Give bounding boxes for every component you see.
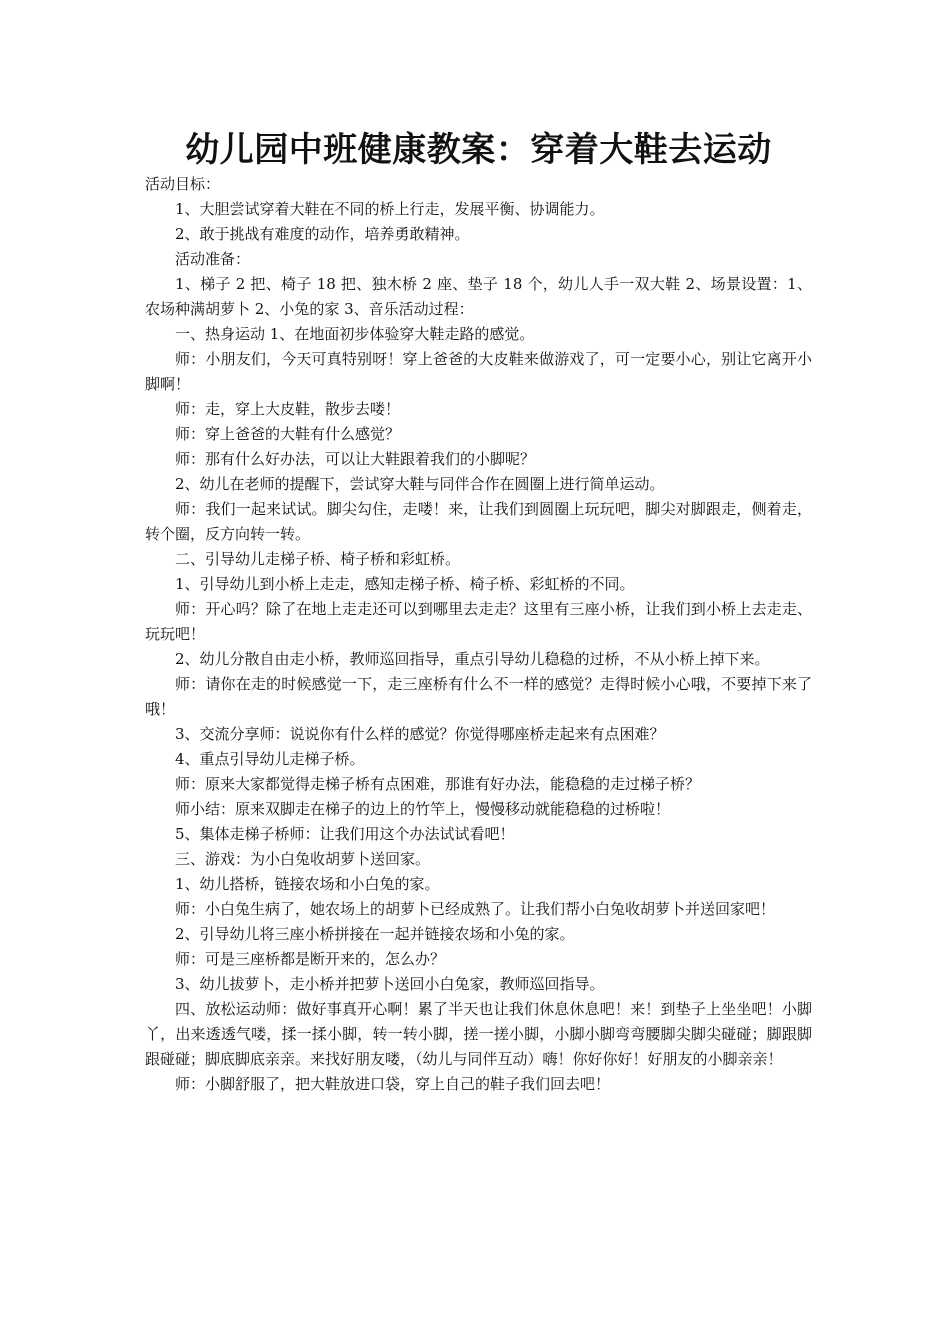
paragraph: 1、大胆尝试穿着大鞋在不同的桥上行走，发展平衡、协调能力。 [175, 200, 605, 218]
paragraph: 一、热身运动 1、在地面初步体验穿大鞋走路的感觉。 [175, 325, 535, 343]
paragraph: 2、幼儿分散自由走小桥，教师巡回指导，重点引导幼儿稳稳的过桥，不从小桥上掉下来。 [175, 650, 770, 668]
paragraph: 3、幼儿拔萝卜，走小桥并把萝卜送回小白兔家，教师巡回指导。 [175, 975, 605, 993]
paragraph: 二、引导幼儿走梯子桥、椅子桥和彩虹桥。 [175, 550, 461, 568]
section-heading-preparation: 活动准备： [175, 250, 251, 268]
paragraph: 师：开心吗？除了在地上走走还可以到哪里去走走？这里有三座小桥，让我们到小桥上去走走、玩玩吧！ [145, 600, 812, 643]
paragraph: 师：穿上爸爸的大鞋有什么感觉？ [175, 425, 401, 443]
paragraph: 师：小脚舒服了，把大鞋放进口袋，穿上自己的鞋子我们回去吧！ [175, 1075, 611, 1093]
paragraph: 2、敢于挑战有难度的动作，培养勇敢精神。 [175, 225, 470, 243]
paragraph: 1、幼儿搭桥，链接农场和小白兔的家。 [175, 875, 440, 893]
paragraph: 师：我们一起来试试。脚尖勾住，走喽！来，让我们到圆圈上玩玩吧，脚尖对脚跟走，侧着走，转个圈，反方向转一转。 [145, 500, 812, 543]
paragraph: 4、重点引导幼儿走梯子桥。 [175, 750, 365, 768]
paragraph: 师：走，穿上大皮鞋，散步去喽！ [175, 400, 401, 418]
paragraph: 师：可是三座桥都是断开来的，怎么办？ [175, 950, 446, 968]
paragraph: 2、引导幼儿将三座小桥拼接在一起并链接农场和小兔的家。 [175, 925, 575, 943]
paragraph: 师：那有什么好办法，可以让大鞋跟着我们的小脚呢？ [175, 450, 536, 468]
paragraph: 师：小朋友们，今天可真特别呀！穿上爸爸的大皮鞋来做游戏了，可一定要小心，别让它离开小脚啊！ [145, 350, 812, 393]
paragraph: 5、集体走梯子桥师：让我们用这个办法试试看吧！ [175, 825, 515, 843]
paragraph: 师：原来大家都觉得走梯子桥有点困难，那谁有好办法，能稳稳的走过梯子桥？ [175, 775, 701, 793]
paragraph: 师：小白兔生病了，她农场上的胡萝卜已经成熟了。让我们帮小白兔收胡萝卜并送回家吧！ [175, 900, 776, 918]
paragraph: 1、梯子 2 把、椅子 18 把、独木桥 2 座、垫子 18 个，幼儿人手一双大鞋 2、场景设置：1、农场种满胡萝卜 2、小兔的家 3、音乐活动过程： [145, 275, 812, 318]
paragraph: 1、引导幼儿到小桥上走走，感知走梯子桥、椅子桥、彩虹桥的不同。 [175, 575, 635, 593]
paragraph: 3、交流分享师：说说你有什么样的感觉？你觉得哪座桥走起来有点困难？ [175, 725, 665, 743]
paragraph: 三、游戏：为小白兔收胡萝卜送回家。 [175, 850, 431, 868]
section-heading-goals: 活动目标： [145, 175, 221, 193]
paragraph: 2、幼儿在老师的提醒下，尝试穿大鞋与同伴合作在圆圈上进行简单运动。 [175, 475, 665, 493]
document-title: 幼儿园中班健康教案：穿着大鞋去运动 [185, 130, 772, 170]
paragraph: 四、放松运动师：做好事真开心啊！累了半天也让我们休息休息吧！来！到垫子上坐坐吧！小脚丫，出来透透气喽，揉一揉小脚，转一转小脚，搓一搓小脚，小脚小脚弯弯腰脚尖脚尖碰碰；脚跟脚跟碰碰；脚底脚底亲亲。来找好朋友喽，（幼儿与同伴互动）嗨！你好你好！好朋友的小脚亲亲！ [145, 1000, 812, 1068]
paragraph: 师小结：原来双脚走在梯子的边上的竹竿上，慢慢移动就能稳稳的过桥啦！ [175, 800, 671, 818]
document-body [145, 172, 812, 1097]
paragraph: 师：请你在走的时候感觉一下，走三座桥有什么不一样的感觉？走得时候小心哦，不要掉下来了哦！ [145, 675, 812, 718]
